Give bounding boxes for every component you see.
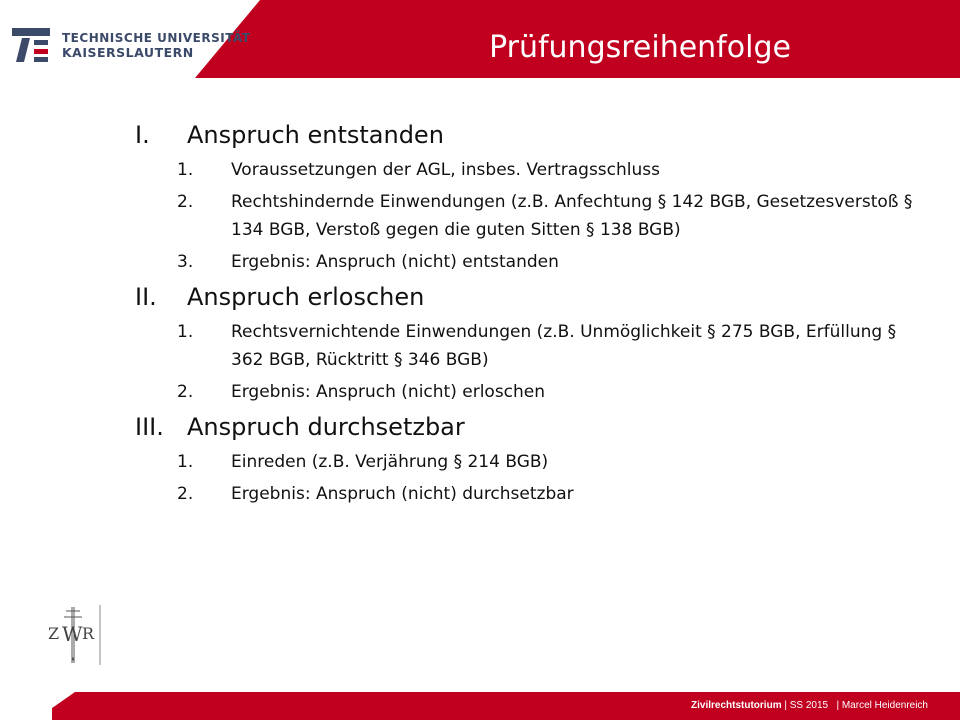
section-number: III. — [135, 413, 164, 441]
list-item — [177, 448, 915, 476]
item-text: Ergebnis: Anspruch (nicht) durchsetzbar — [231, 484, 574, 504]
item-text: Rechtsvernichtende Einwendungen (z.B. Unmöglichkeit § 275 BGB, Erfüllung § 362 BGB, Rücktritt § 346 BGB) — [231, 322, 897, 370]
item-number: 2. — [177, 484, 194, 504]
section-title: Anspruch erloschen — [187, 283, 425, 311]
university-name — [62, 31, 251, 60]
item-text: Rechtshindernde Einwendungen (z.B. Anfechtung § 142 BGB, Gesetzesverstoß § 134 BGB, Verstoß gegen die guten Sitten § 138 BGB) — [231, 192, 913, 240]
item-text: Einreden (z.B. Verjährung § 214 BGB) — [231, 452, 549, 472]
zwr-logo-icon — [44, 605, 104, 665]
logo-line2: KAISERSLAUTERN — [62, 45, 194, 60]
footer-author: | Marcel Heidenreich — [836, 700, 928, 711]
item-number: 2. — [177, 382, 194, 402]
section-1 — [135, 118, 915, 276]
item-number: 1. — [177, 160, 194, 180]
logo-line1: TECHNISCHE UNIVERSITÄT — [62, 31, 251, 45]
section-title: Anspruch entstanden — [187, 121, 444, 149]
item-number: 1. — [177, 322, 194, 342]
section-2 — [135, 280, 915, 406]
svg-text:Z: Z — [48, 624, 60, 643]
list-item — [177, 188, 915, 244]
footer-course: Zivilrechtstutorium — [691, 700, 782, 711]
list-item — [177, 248, 915, 276]
tu-logo-icon — [10, 26, 56, 64]
svg-text:R: R — [82, 624, 95, 643]
item-number: 3. — [177, 252, 194, 272]
list-item — [177, 318, 915, 374]
slide-title: Prüfungsreihenfolge — [489, 30, 791, 65]
item-text: Voraussetzungen der AGL, insbes. Vertragsschluss — [231, 160, 660, 180]
section-heading — [135, 118, 915, 152]
item-text: Ergebnis: Anspruch (nicht) erloschen — [231, 382, 546, 402]
list-item — [177, 378, 915, 406]
item-number: 2. — [177, 192, 194, 212]
section-number: II. — [135, 283, 157, 311]
section-number: I. — [135, 121, 150, 149]
footer-info — [691, 699, 928, 713]
section-3 — [135, 410, 915, 508]
outline-list — [135, 118, 915, 512]
svg-text:W: W — [62, 622, 83, 646]
item-number: 1. — [177, 452, 194, 472]
footer-term: | SS 2015 — [784, 700, 829, 711]
section-title: Anspruch durchsetzbar — [187, 413, 465, 441]
section-heading — [135, 280, 915, 314]
item-text: Ergebnis: Anspruch (nicht) entstanden — [231, 252, 559, 272]
list-item — [177, 480, 915, 508]
list-item — [177, 156, 915, 184]
section-heading — [135, 410, 915, 444]
